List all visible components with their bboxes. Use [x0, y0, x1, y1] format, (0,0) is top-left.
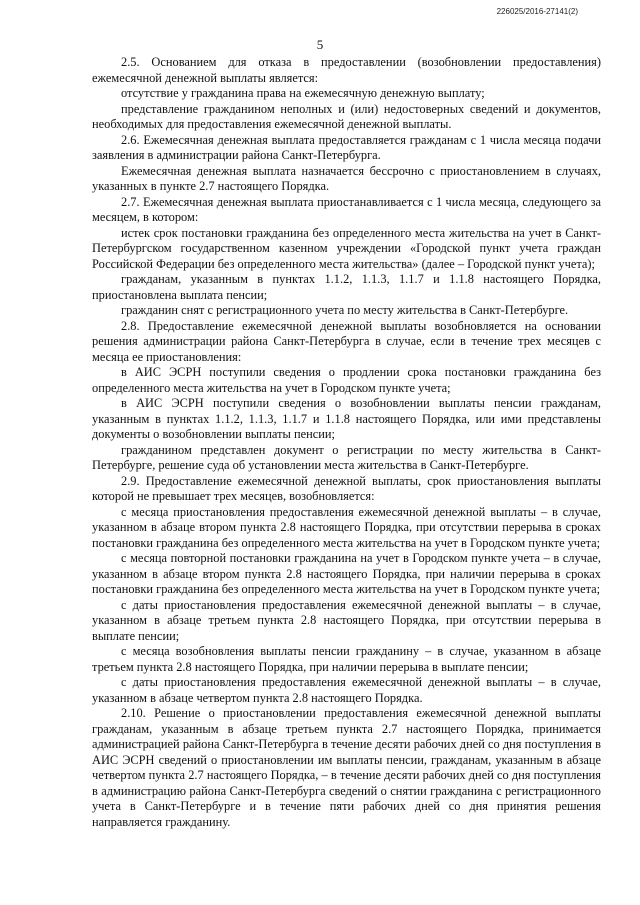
page-number: 5	[316, 37, 324, 52]
paragraph: отсутствие у гражданина права на ежемесячную денежную выплату;	[121, 86, 485, 100]
paragraph: в АИС ЭСРН поступили сведения о продлении срока постановки гражданина без определенного места жительства на учет в Городском пункте учета;	[92, 365, 601, 395]
paragraph: с месяца повторной постановки гражданина на учет в Городском пункте учета – в случае, указанном в абзаце втором пункта 2.8 настоящего Порядка, при наличии перерыва в сроках постановки гражданина без определенного места жительства на учет в Городском пункте учета;	[92, 551, 601, 596]
paragraph: гражданин снят с регистрационного учета по месту жительства в Санкт-Петербурге.	[121, 303, 569, 317]
paragraph: 2.6. Ежемесячная денежная выплата предоставляется гражданам с 1 числа месяца подачи заявления в администрации района Санкт-Петербурга.	[92, 132, 601, 162]
document-code: 226025/2016-27141(2)	[496, 7, 578, 16]
paragraph: гражданам, указанным в пунктах 1.1.2, 1.1.3, 1.1.7 и 1.1.8 настоящего Порядка, приостановлена выплата пенсии;	[92, 272, 601, 302]
document-body	[92, 55, 601, 830]
paragraph: истек срок постановки гражданина без определенного места жительства на учет в Санкт-Петербургском государственном казенном учреждении «Городской пункт учета граждан Российской Федерации без определенного места жительства» (далее – Городской пункт учета);	[92, 225, 601, 271]
paragraph: в АИС ЭСРН поступили сведения о возобновлении выплаты пенсии гражданам, указанным в пунктах 1.1.2, 1.1.3, 1.1.7 и 1.1.8 настоящего Порядка, или ими представлены документы о возобновлении выплаты пенсии;	[92, 396, 601, 441]
paragraph: 2.10. Решение о приостановлении предоставления ежемесячной денежной выплаты гражданам, указанным в абзаце третьем пункта 2.7 настоящего Порядка, принимается администрацией района Санкт-Петербурга в течение десяти рабочих дней со дня поступления в АИС ЭСРН сведений о приостановлении им выплаты пенсии, гражданам, указанным в абзаце четвертом пункта 2.7 настоящего Порядка, – в течение десяти рабочих дней со дня поступления в администрацию района Санкт-Петербурга сведений о снятии гражданина с регистрационного учета в Санкт-Петербурге и в течение пяти рабочих дней со дня принятия решения направляется гражданину.	[92, 706, 601, 829]
paragraph: 2.7. Ежемесячная денежная выплата приостанавливается с 1 числа месяца, следующего за месяцем, в котором:	[92, 194, 601, 224]
paragraph: 2.8. Предоставление ежемесячной денежной выплаты возобновляется на основании решения администрации района Санкт-Петербурга в случае, если в течение трех месяцев с месяца ее приостановления:	[92, 318, 601, 364]
paragraph: 2.5. Основанием для отказа в предоставлении (возобновлении предоставления) ежемесячной денежной выплаты является:	[92, 55, 601, 85]
paragraph: с месяца приостановления предоставления ежемесячной денежной выплаты – в случае, указанном в абзаце втором пункта 2.8 настоящего Порядка, при отсутствии перерыва в сроках постановки гражданина без определенного места жительства на учет в Городском пункте учета;	[92, 504, 601, 550]
paragraph: с даты приостановления предоставления ежемесячной денежной выплаты – в случае, указанном в абзаце четвертом пункта 2.8 настоящего Порядка.	[92, 675, 601, 705]
paragraph: 2.9. Предоставление ежемесячной денежной выплаты, срок приостановления выплаты которой не превышает трех месяцев, возобновляется:	[92, 473, 601, 503]
paragraph: гражданином представлен документ о регистрации по месту жительства в Санкт-Петербурге, решение суда об установлении места жительства в Санкт-Петербурге.	[92, 442, 601, 472]
paragraph: с даты приостановления предоставления ежемесячной денежной выплаты – в случае, указанном в абзаце третьем пункта 2.8 настоящего Порядка, при отсутствии перерыва в выплате пенсии;	[92, 597, 601, 643]
paragraph: Ежемесячная денежная выплата назначается бессрочно с приостановлением в случаях, указанных в пункте 2.7 настоящего Порядка.	[92, 163, 601, 193]
paragraph: с месяца возобновления выплаты пенсии гражданину – в случае, указанном в абзаце третьем пункта 2.8 настоящего Порядка, при наличии перерыва в выплате пенсии;	[92, 644, 601, 674]
paragraph: представление гражданином неполных и (или) недостоверных сведений и документов, необходимых для предоставления ежемесячной денежной выплаты.	[92, 101, 601, 131]
